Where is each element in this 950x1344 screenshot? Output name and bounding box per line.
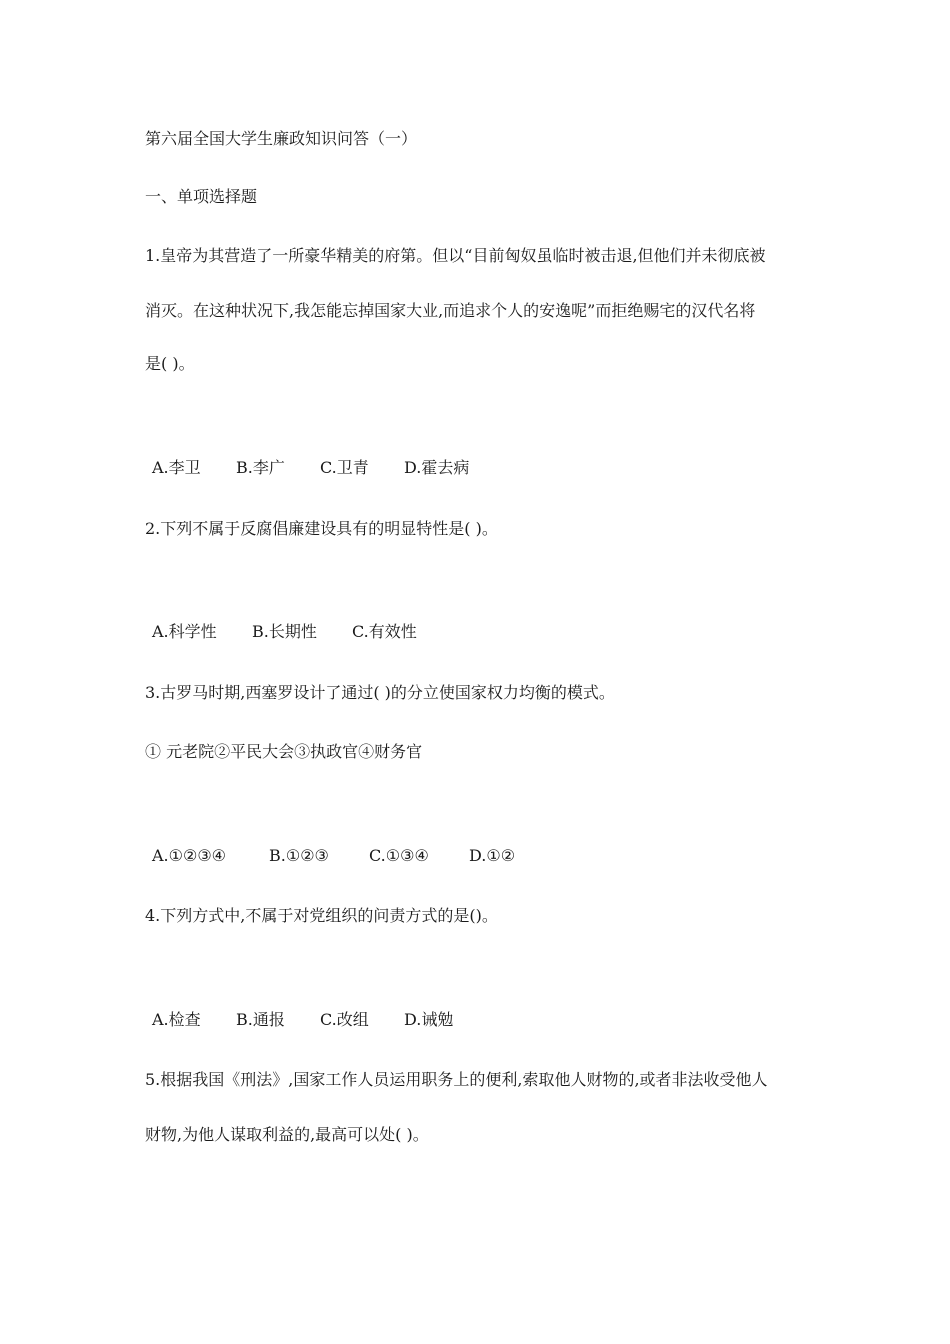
option-c: C.有效性 [352,622,417,641]
option-c: C.卫青 [320,458,369,477]
option-b: B.通报 [236,1010,285,1029]
option-d: D.①② [469,846,516,865]
option-a: A.李卫 [152,458,201,477]
option-b: B.①②③ [269,846,329,865]
option-a: A.检查 [152,1010,201,1029]
question-4-options [152,1009,453,1031]
question-1-line-2: 消灭。在这种状况下,我怎能忘掉国家大业,而追求个人的安逸呢”而拒绝赐宅的汉代名将 [145,301,756,320]
question-3-options [152,845,515,867]
question-3-line-1: 3.古罗马时期,西塞罗设计了通过( )的分立使国家权力均衡的模式。 [145,683,615,702]
option-c: C.改组 [320,1010,369,1029]
question-5-line-1: 5.根据我国《刑法》,国家工作人员运用职务上的便利,索取他人财物的,或者非法收受他人 [145,1070,768,1089]
option-b: B.李广 [236,458,285,477]
option-d: D.诫勉 [404,1010,454,1029]
document-title: 第六届全国大学生廉政知识问答（一） [145,129,418,148]
question-3-line-2: ① 元老院②平民大会③执政官④财务官 [145,742,423,761]
section-heading: 一、单项选择题 [145,187,258,206]
option-d: D.霍去病 [404,458,470,477]
question-4-line-1: 4.下列方式中,不属于对党组织的问责方式的是()。 [145,906,498,925]
question-5-line-2: 财物,为他人谋取利益的,最高可以处( )。 [145,1125,429,1144]
option-b: B.长期性 [252,622,317,641]
option-a: A.①②③④ [152,846,227,865]
option-a: A.科学性 [152,622,217,641]
option-c: C.①③④ [369,846,429,865]
question-1-options [152,457,469,479]
question-2-line-1: 2.下列不属于反腐倡廉建设具有的明显特性是( )。 [145,519,498,538]
question-2-options [152,621,417,643]
question-1-line-3: 是( )。 [145,354,195,373]
question-1-line-1: 1.皇帝为其营造了一所豪华精美的府第。但以“目前匈奴虽临时被击退,但他们并未彻底被 [145,246,766,265]
